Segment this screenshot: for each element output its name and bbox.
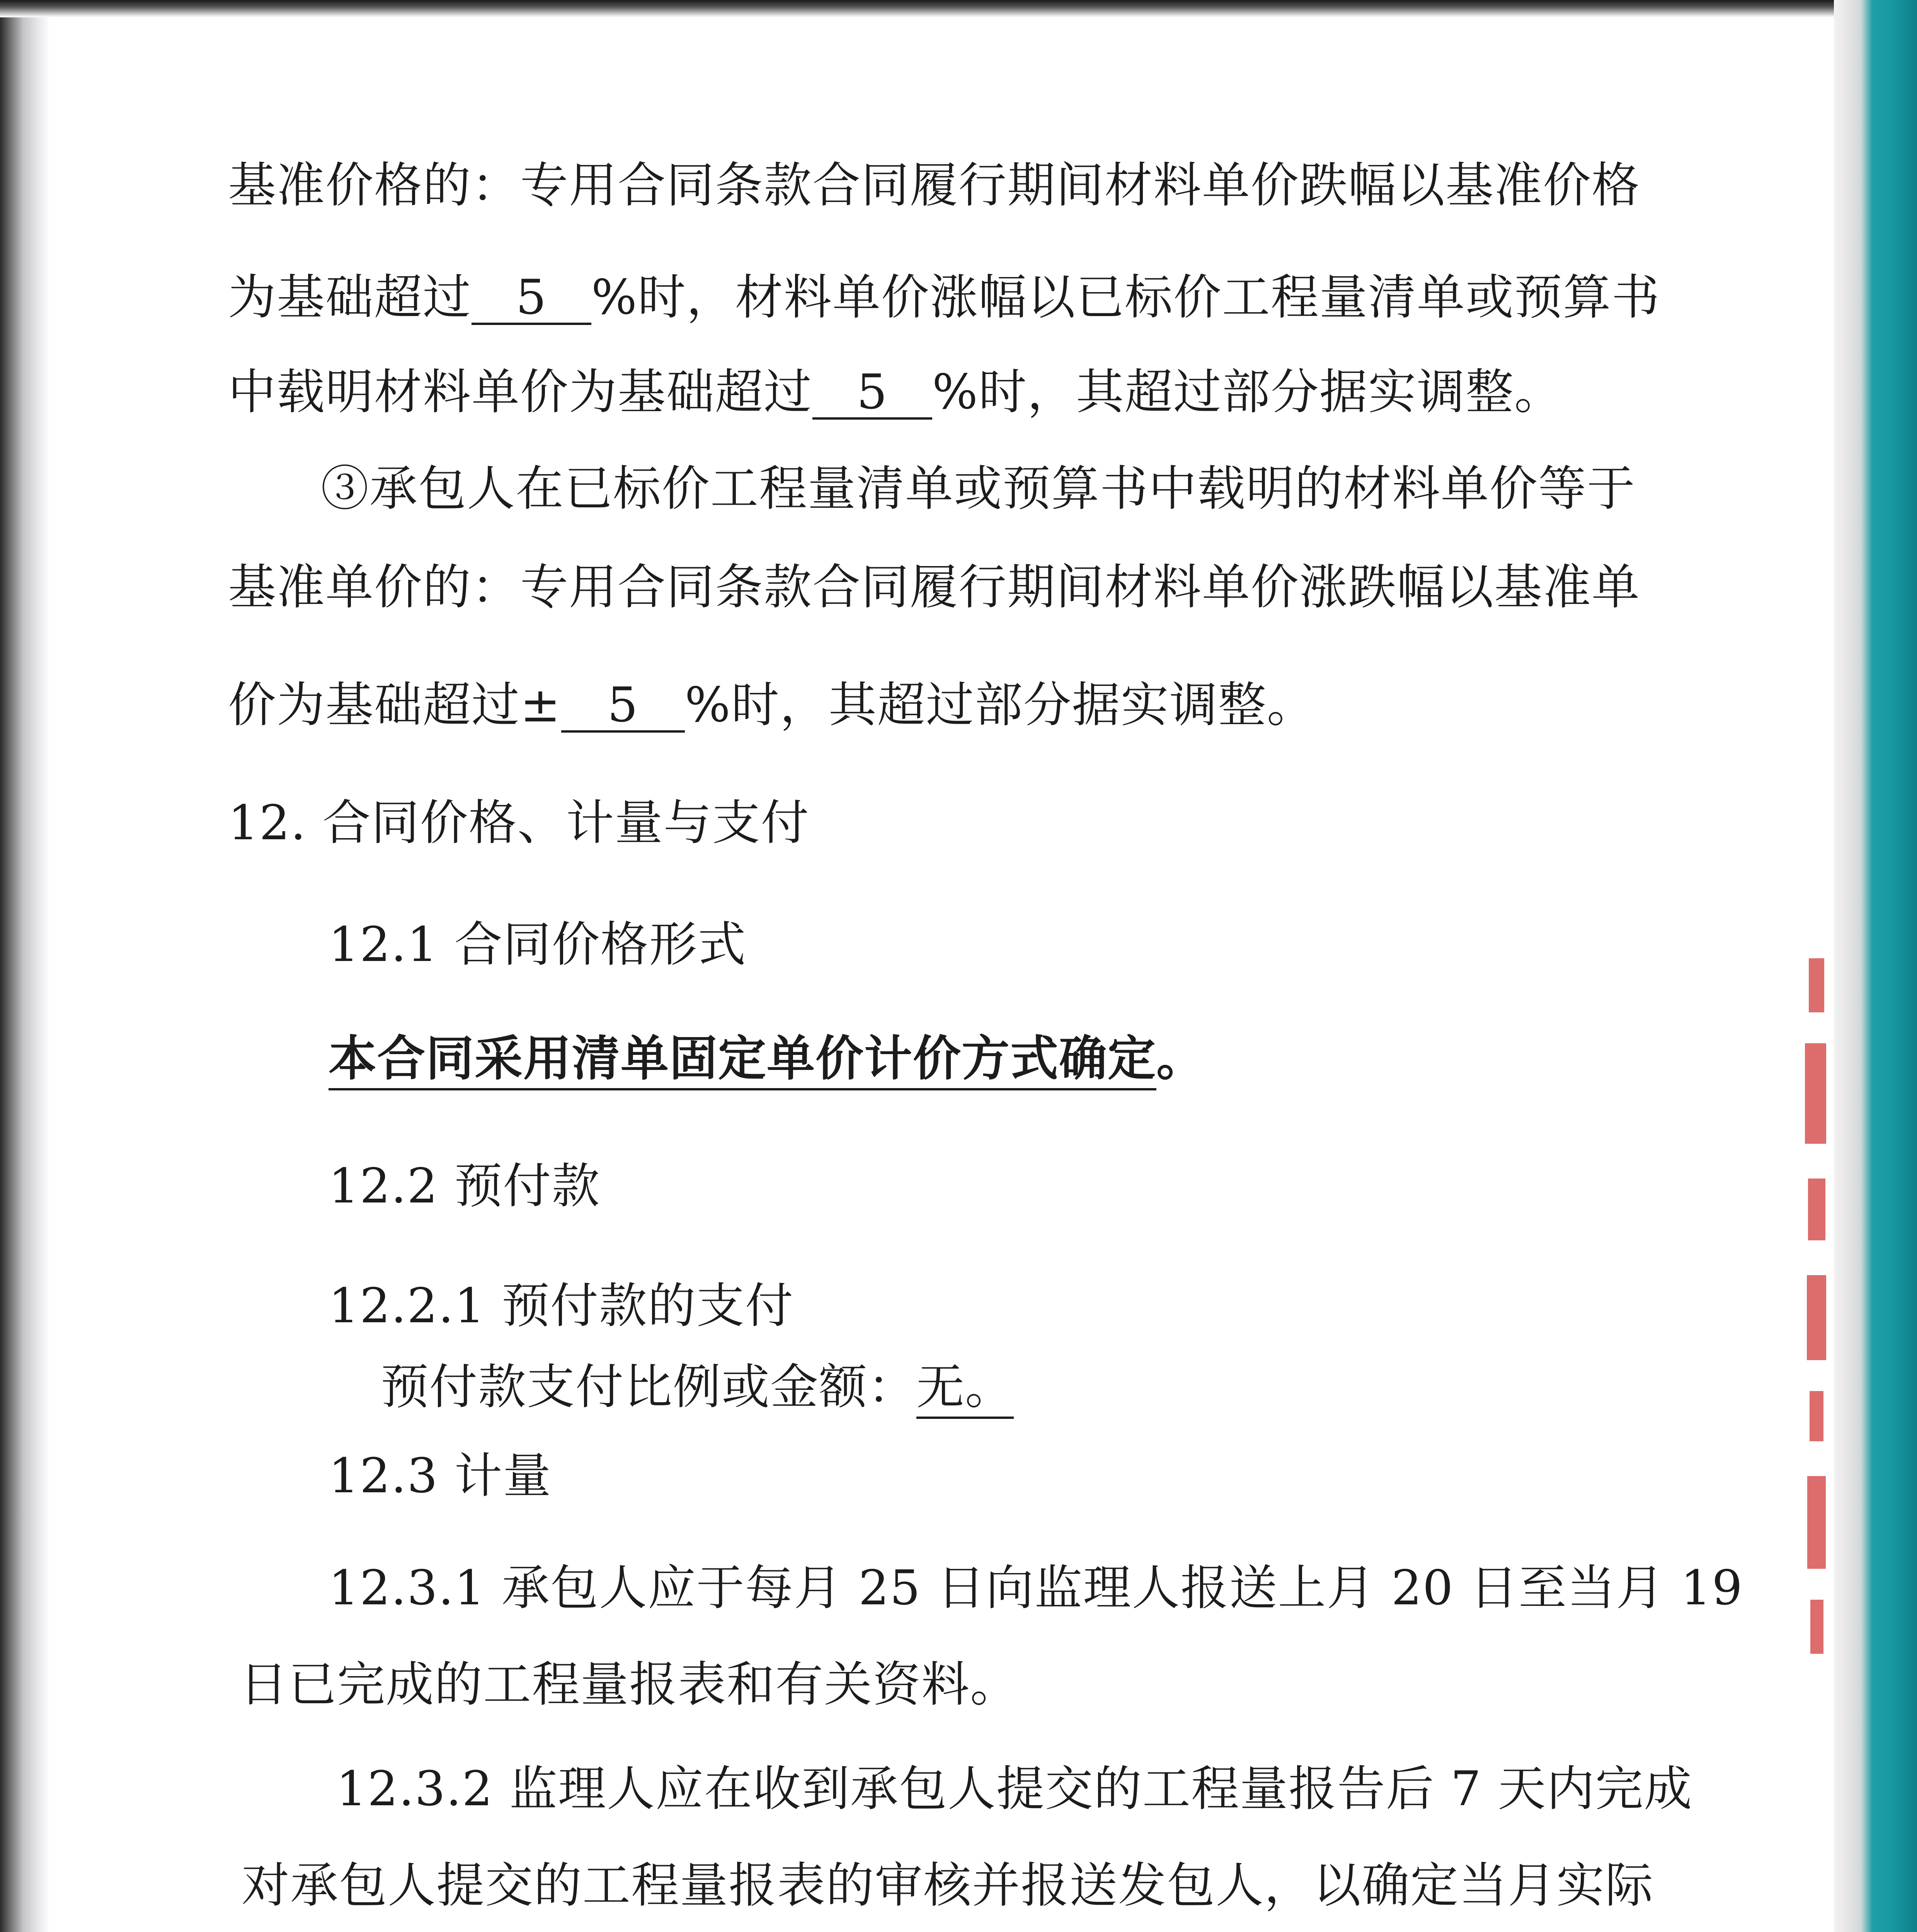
heading-text: 12.2 预付款 (329, 1158, 601, 1214)
text-line (228, 155, 1640, 216)
filled-blank: 5 (561, 680, 685, 733)
subsection-heading (329, 1155, 601, 1217)
text-segment: 中载明材料单价为基础超过 (228, 364, 813, 420)
subsection-heading (329, 1445, 552, 1507)
text-segment: ③承包人在已标价工程量清单或预算书中载明的材料单价等于 (321, 461, 1636, 517)
text-segment: 价为基础超过± (228, 677, 561, 733)
filled-blank: 5 (812, 367, 932, 420)
underlined-text: 本合同采用清单固定单价计价方式确定 (329, 1031, 1156, 1090)
underlined-text: 无。 (916, 1359, 1014, 1419)
text-line (329, 1557, 1743, 1619)
text-line (228, 674, 1316, 736)
text-segment: 12.3.1 承包人应于每月 25 日向监理人报送上月 20 日至当月 19 (329, 1560, 1743, 1616)
text-segment: 为基础超过 (228, 270, 472, 325)
text-segment: 预付款支付比例或金额： (381, 1359, 917, 1415)
scan-left-edge (0, 0, 48, 1932)
text-segment: 12.3.2 监理人应在收到承包人提交的工程量报告后 7 天内完成 (336, 1761, 1693, 1817)
bold-statement (329, 1028, 1205, 1090)
text-segment: %时，材料单价涨幅以已标价工程量清单或预算书 (591, 270, 1660, 325)
subsection-heading (329, 914, 747, 976)
text-line (321, 458, 1636, 520)
text-line (242, 1855, 1654, 1917)
text-line (228, 267, 1660, 328)
seal-stamp-edge (1793, 927, 1836, 1700)
heading-text: 12.3 计量 (329, 1448, 552, 1504)
text-segment: 日已完成的工程量报表和有关资料。 (240, 1657, 1019, 1713)
text-segment: %时，其超过部分据实调整。 (932, 364, 1563, 420)
scan-top-edge (0, 0, 1917, 17)
scan-right-edge (1834, 0, 1917, 1932)
text-segment: 。 (1156, 1031, 1205, 1087)
text-line (336, 1758, 1693, 1820)
text-segment: %时，其超过部分据实调整。 (684, 677, 1316, 733)
text-line (381, 1356, 1014, 1418)
heading-text: 12. 合同价格、计量与支付 (228, 795, 810, 851)
text-segment: 基准单价的：专用合同条款合同履行期间材料单价涨跌幅以基准单 (228, 560, 1641, 615)
text-segment: 对承包人提交的工程量报表的审核并报送发包人，以确定当月实际 (242, 1858, 1654, 1913)
text-segment: 基准价格的：专用合同条款合同履行期间材料单价跌幅以基准价格 (228, 158, 1641, 213)
text-line (240, 1654, 1019, 1716)
text-line (228, 556, 1640, 618)
text-line (228, 361, 1563, 423)
subsection-heading (329, 1275, 794, 1337)
filled-blank: 5 (472, 272, 591, 325)
heading-text: 12.2.1 预付款的支付 (329, 1278, 794, 1334)
heading-text: 12.1 合同价格形式 (329, 917, 747, 973)
section-heading (228, 792, 810, 854)
